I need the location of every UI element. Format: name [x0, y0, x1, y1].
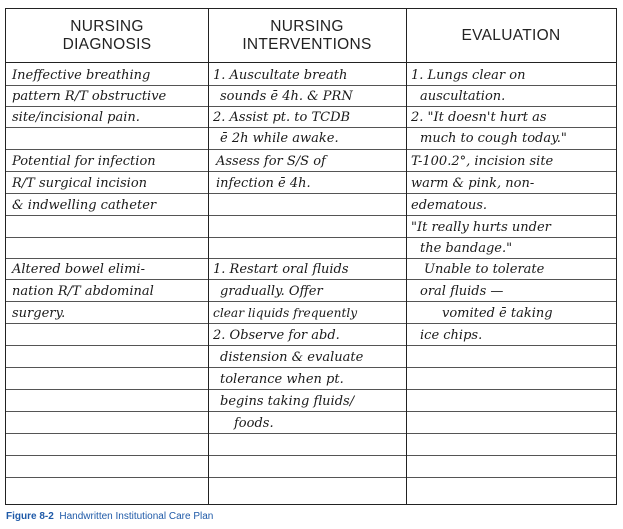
- entry-1-diagnosis-line: Ineffective breathing: [12, 68, 151, 83]
- ruled-line: [6, 258, 616, 259]
- entry-1-evaluation-line: 2. "It doesn't hurt as: [411, 110, 547, 125]
- entry-3-diagnosis-line: surgery.: [12, 306, 66, 321]
- entry-2-diagnosis-line: R/T surgical incision: [12, 176, 148, 191]
- figure-label: Figure 8-2: [6, 511, 54, 522]
- entry-2-diagnosis-line: Potential for infection: [12, 154, 156, 169]
- entry-2-evaluation-line: edematous.: [411, 198, 488, 213]
- entry-1-intervention-line: sounds ē 4h. & PRN: [220, 89, 353, 104]
- header-evaluation-text: EVALUATION: [461, 26, 561, 44]
- entry-3-intervention-line: begins taking fluids/: [220, 394, 355, 409]
- entry-2-evaluation-line: "It really hurts under: [411, 220, 551, 235]
- entry-2-diagnosis-line: & indwelling catheter: [12, 198, 157, 213]
- entry-3-intervention-line: tolerance when pt.: [220, 372, 344, 387]
- ruled-line: [6, 127, 616, 128]
- care-plan-form: [5, 8, 617, 505]
- entry-3-diagnosis-line: Altered bowel elimi-: [12, 262, 145, 277]
- header-diagnosis-line1: NURSING: [70, 17, 144, 35]
- header-nursing-interventions: [208, 9, 406, 63]
- header-interventions-line2: INTERVENTIONS: [242, 35, 372, 53]
- ruled-line: [6, 345, 616, 346]
- ruled-line: [6, 237, 616, 238]
- ruled-line: [6, 389, 616, 390]
- column-divider: [406, 9, 407, 504]
- entry-1-evaluation-line: much to cough today.": [420, 131, 567, 146]
- header-diagnosis-line2: DIAGNOSIS: [62, 35, 152, 53]
- entry-3-intervention-line: 1. Restart oral fluids: [213, 262, 349, 277]
- entry-2-intervention-line: Assess for S/S of: [216, 154, 326, 169]
- entry-3-evaluation-line: Unable to tolerate: [424, 262, 545, 277]
- entry-3-evaluation-line: ice chips.: [420, 328, 483, 343]
- ruled-line: [6, 85, 616, 86]
- ruled-line: [6, 171, 616, 172]
- entry-1-intervention-line: 2. Assist pt. to TCDB: [213, 110, 351, 125]
- ruled-line: [6, 106, 616, 107]
- header-nursing-diagnosis: [6, 9, 208, 63]
- entry-1-intervention-line: 1. Auscultate breath: [213, 68, 348, 83]
- entry-1-evaluation-line: 1. Lungs clear on: [411, 68, 526, 83]
- ruled-line: [6, 193, 616, 194]
- ruled-line: [6, 455, 616, 456]
- entry-3-diagnosis-line: nation R/T abdominal: [12, 284, 154, 299]
- entry-1-diagnosis-line: site/incisional pain.: [12, 110, 140, 125]
- entry-3-intervention-line: gradually. Offer: [220, 284, 323, 299]
- ruled-line: [6, 301, 616, 302]
- header-interventions-line1: NURSING: [270, 17, 344, 35]
- ruled-line: [6, 411, 616, 412]
- entry-3-evaluation-line: vomited ē taking: [442, 306, 553, 321]
- entry-3-intervention-line: distension & evaluate: [220, 350, 364, 365]
- entry-2-evaluation-line: warm & pink, non-: [411, 176, 535, 191]
- ruled-line: [6, 433, 616, 434]
- entry-3-evaluation-line: oral fluids —: [420, 284, 504, 299]
- ruled-line: [6, 279, 616, 280]
- figure-caption: [6, 511, 213, 522]
- entry-3-intervention-line: clear liquids frequently: [213, 306, 358, 320]
- entry-1-evaluation-line: auscultation.: [420, 89, 506, 104]
- ruled-line: [6, 477, 616, 478]
- entry-1-intervention-line: ē 2h while awake.: [220, 131, 339, 146]
- entry-1-diagnosis-line: pattern R/T obstructive: [12, 89, 167, 104]
- entry-2-intervention-line: infection ē 4h.: [216, 176, 311, 191]
- ruled-line: [6, 323, 616, 324]
- ruled-line: [6, 367, 616, 368]
- entry-3-intervention-line: 2. Observe for abd.: [213, 328, 340, 343]
- entry-2-evaluation-line: the bandage.": [420, 241, 513, 256]
- figure-title: Handwritten Institutional Care Plan: [59, 511, 214, 522]
- column-divider: [208, 9, 209, 504]
- entry-3-intervention-line: foods.: [234, 416, 274, 431]
- ruled-line: [6, 215, 616, 216]
- header-evaluation: [406, 9, 616, 63]
- ruled-line: [6, 149, 616, 150]
- entry-2-evaluation-line: T-100.2°, incision site: [411, 154, 554, 169]
